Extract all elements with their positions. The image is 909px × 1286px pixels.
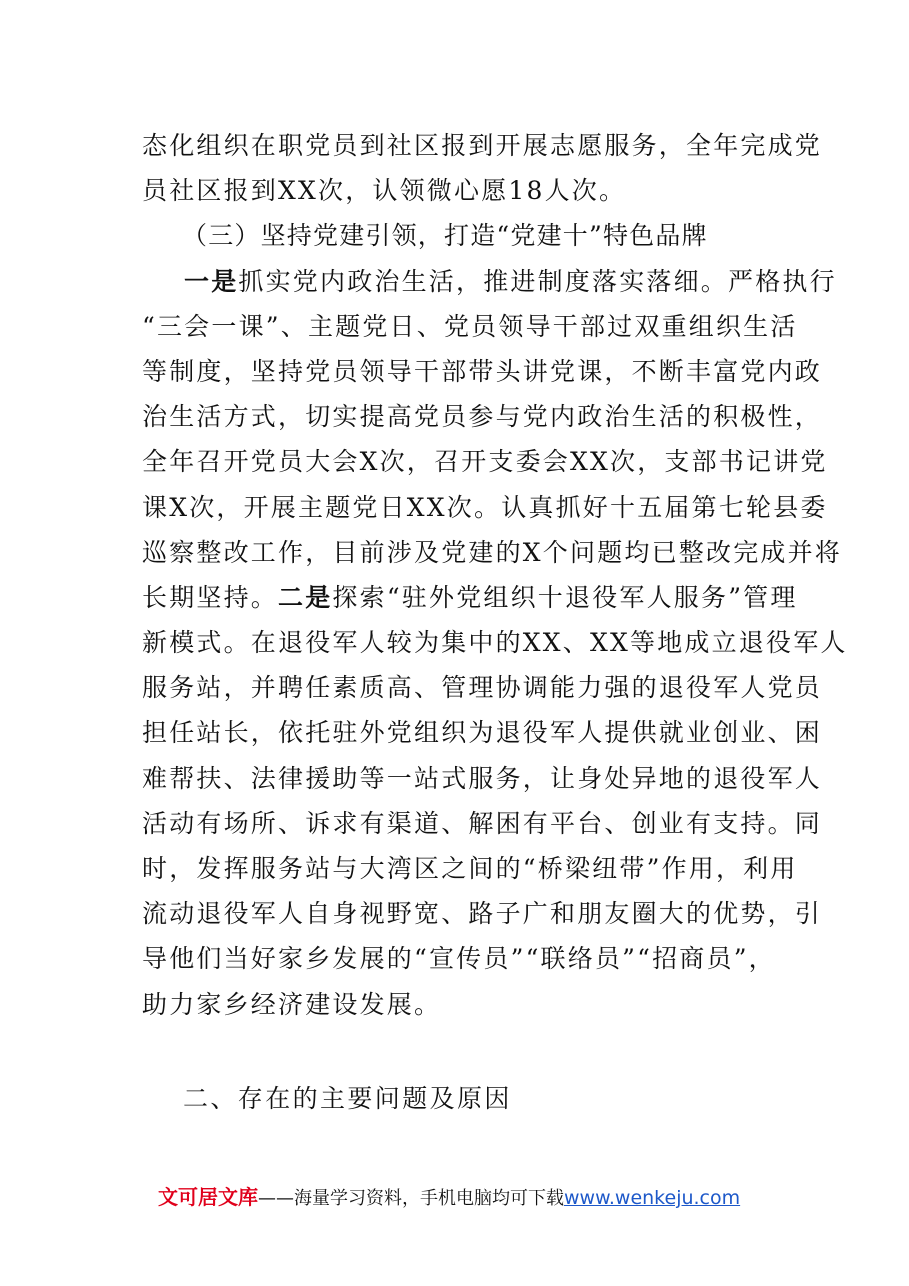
website-link[interactable]: www.wenkeju.com [564,1187,741,1209]
text-line: “三会一课”、主题党日、党员领导干部过双重组织生活 [142,311,798,341]
text-line: 服务站，并聘任素质高、管理协调能力强的退役军人党员 [142,673,823,703]
bold-lead-first: 一是 [184,266,239,296]
text-line [142,259,837,304]
text-line: 员社区报到XX次，认领微心愿18人次。 [142,176,627,206]
subsection-heading: （三）坚持党建引领，打造“党建十”特色品牌 [182,221,708,251]
text-line: 流动退役军人自身视野宽、路子广和朋友圈大的优势，引 [142,899,823,929]
brand-name: 文可居文库 [158,1185,258,1209]
body-text [142,123,848,1027]
text-line: 担任站长，依托驻外党组织为退役军人提供就业创业、困 [142,718,823,748]
text-line: 难帮扶、法律援助等一站式服务，让身处异地的退役军人 [142,763,823,793]
text-line: 时，发挥服务站与大湾区之间的“桥梁纽带”作用，利用 [142,854,798,883]
text-line: 巡察整改工作，目前涉及党建的X个问题均已整改完成并将 [142,537,843,567]
text-line: 全年召开党员大会X次，召开支委会XX次，支部书记讲党 [142,447,828,477]
text-line: 治生活方式，切实提高党员参与党内政治生活的积极性， [142,402,823,432]
text-fragment: 抓实党内政治生活，推进制度落实落细。严格执行 [238,266,837,296]
text-line: 态化组织在职党员到社区报到开展志愿服务，全年完成党 [142,131,823,160]
text-fragment: 长期坚持。 [142,582,279,612]
footer-tagline: ——海量学习资料，手机电脑均可下载 [258,1188,564,1209]
text-line: 导他们当好家乡发展的“宣传员”“联络员”“招商员”， [142,944,776,974]
footer-banner [158,1182,778,1212]
text-fragment: 探索“驻外党组织十退役军人服务”管理 [332,582,798,612]
bold-lead-second: 二是 [278,582,333,612]
text-line [142,575,798,620]
text-line: 等制度，坚持党员领导干部带头讲党课，不断丰富党内政 [142,356,823,386]
text-line: 新模式。在退役军人较为集中的XX、XX等地成立退役军人 [142,628,848,658]
text-line: 课X次，开展主题党日XX次。认真抓好十五届第七轮县委 [142,492,828,522]
text-line: 活动有场所、诉求有渠道、解困有平台、创业有支持。同 [142,808,823,838]
section-heading: 二、存在的主要问题及原因 [183,1084,512,1113]
text-line: 助力家乡经济建设发展。 [142,989,442,1019]
